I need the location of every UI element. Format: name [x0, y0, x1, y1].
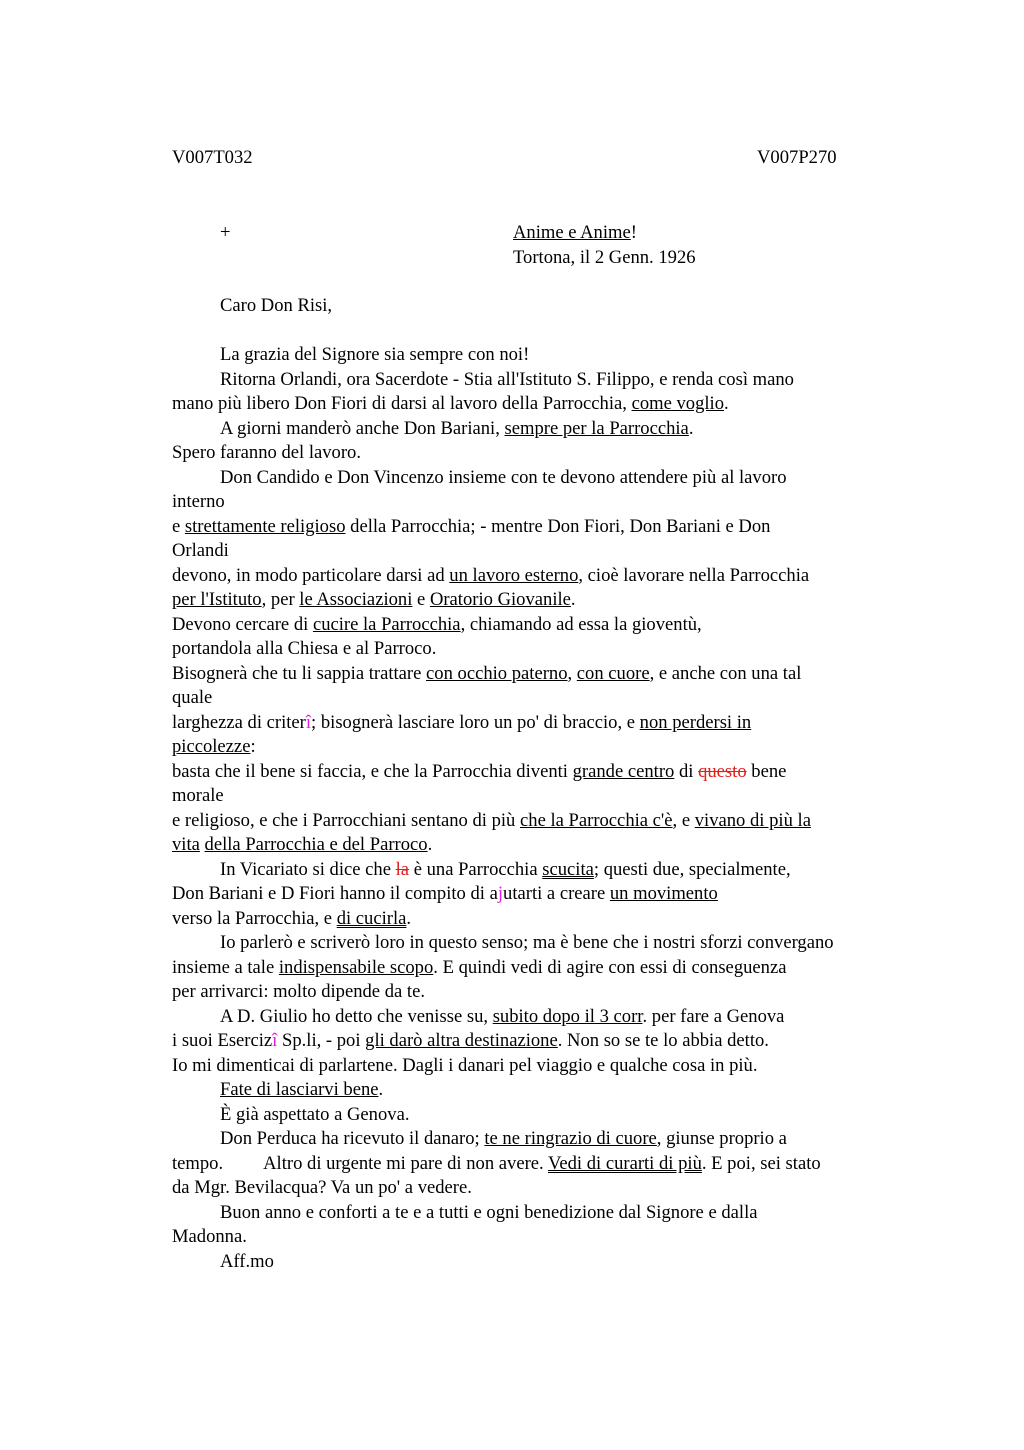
document-code-left: V007T032: [172, 147, 253, 168]
paragraph-4-line-4: Orlandi: [172, 540, 229, 561]
paragraph-5-line-1: In Vicariato si dice che la è una Parrocchia scucita; questi due, specialmente,: [220, 858, 791, 880]
paragraph-4-line-13: basta che il bene si faccia, e che la Parrocchia diventi grande centro di questo bene: [172, 760, 787, 782]
paragraph-8: Fate di lasciarvi bene.: [220, 1079, 384, 1100]
paragraph-11-line-2: Madonna.: [172, 1226, 247, 1247]
deleted-word: la: [395, 858, 410, 880]
dateline: Tortona, il 2 Genn. 1926: [513, 246, 696, 268]
paragraph-4-line-1: Don Candido e Don Vincenzo insieme con te devono attendere più al lavoro: [220, 466, 787, 488]
paragraph-4-line-12: piccolezze:: [172, 736, 256, 757]
paragraph-10-line-3: da Mgr. Bevilacqua? Va un po' a vedere.: [172, 1177, 472, 1198]
paragraph-4-line-7: Devono cercare di cucire la Parrocchia, chiamando ad essa la gioventù,: [172, 613, 702, 635]
paragraph-4-line-10: quale: [172, 687, 213, 708]
paragraph-4-line-3: e strettamente religioso della Parrocchia; - mentre Don Fiori, Don Bariani e Don: [172, 515, 771, 537]
paragraph-5-line-3: verso la Parrocchia, e di cucirla.: [172, 907, 412, 929]
paragraph-4-line-5: devono, in modo particolare darsi ad un lavoro esterno, cioè lavorare nella Parrocchia: [172, 564, 810, 586]
paragraph-7-line-1: A D. Giulio ho detto che venisse su, subito dopo il 3 corr. per fare a Genova: [220, 1005, 785, 1027]
letter-title: Anime e Anime!: [513, 222, 637, 243]
paragraph-4-line-8: portandola alla Chiesa e al Parroco.: [172, 638, 437, 659]
cross-symbol: +: [220, 222, 231, 243]
deleted-word: questo: [698, 760, 747, 782]
paragraph-10-line-2: tempo. Altro di urgente mi pare di non avere. Vedi di curarti di più. E poi, sei stato: [172, 1152, 821, 1174]
paragraph-4-line-2: interno: [172, 491, 225, 512]
paragraph-2-line-1: Ritorna Orlandi, ora Sacerdote - Stia all'Istituto S. Filippo, e renda così mano: [220, 368, 794, 390]
paragraph-9: È già aspettato a Genova.: [220, 1103, 410, 1125]
paragraph-4-line-6: per l'Istituto, per le Associazioni e Oratorio Giovanile.: [172, 589, 576, 610]
paragraph-3-line-1: A giorni manderò anche Don Bariani, sempre per la Parrocchia.: [220, 417, 694, 439]
paragraph-4-line-16: vita della Parrocchia e del Parroco.: [172, 834, 433, 855]
paragraph-7-line-3: Io mi dimenticai di parlartene. Dagli i danari pel viaggio e qualche cosa in più.: [172, 1054, 758, 1076]
paragraph-7-line-2: i suoi Esercizî Sp.li, - poi gli darò altra destinazione. Non so se te lo abbia detto.: [172, 1030, 769, 1051]
paragraph-4-line-14: morale: [172, 785, 224, 806]
paragraph-4-line-11: larghezza di criterî; bisognerà lasciare loro un po' di braccio, e non perdersi in: [172, 711, 752, 733]
paragraph-3-line-2: Spero faranno del lavoro.: [172, 442, 361, 463]
letter-body: [172, 294, 912, 1274]
paragraph-4-line-15: e religioso, e che i Parrocchiani sentano di più che la Parrocchia c'è, e vivano di più la: [172, 809, 811, 831]
closing: Aff.mo: [220, 1250, 274, 1272]
paragraph-4-line-9: Bisognerà che tu li sappia trattare con occhio paterno, con cuore, e anche con una tal: [172, 662, 802, 684]
paragraph-5-line-2: Don Bariani e D Fiori hanno il compito di ajutarti a creare un movimento: [172, 883, 718, 904]
paragraph-11-line-1: Buon anno e conforti a te e a tutti e ogni benedizione dal Signore e dalla: [220, 1201, 758, 1223]
title-block: [513, 221, 696, 270]
paragraph-10-line-1: Don Perduca ha ricevuto il danaro; te ne ringrazio di cuore, giunse proprio a: [220, 1128, 787, 1149]
document-code-right: V007P270: [757, 147, 837, 168]
paragraph-6-line-2: insieme a tale indispensabile scopo. E quindi vedi di agire con essi di conseguenza: [172, 956, 787, 978]
paragraph-1: La grazia del Signore sia sempre con noi!: [220, 344, 530, 365]
paragraph-6-line-1: Io parlerò e scriverò loro in questo senso; ma è bene che i nostri sforzi convergano: [220, 932, 834, 953]
paragraph-6-line-3: per arrivarci: molto dipende da te.: [172, 981, 425, 1002]
paragraph-2-line-2: mano più libero Don Fiori di darsi al lavoro della Parrocchia, come voglio.: [172, 393, 729, 414]
salutation: Caro Don Risi,: [220, 295, 333, 316]
